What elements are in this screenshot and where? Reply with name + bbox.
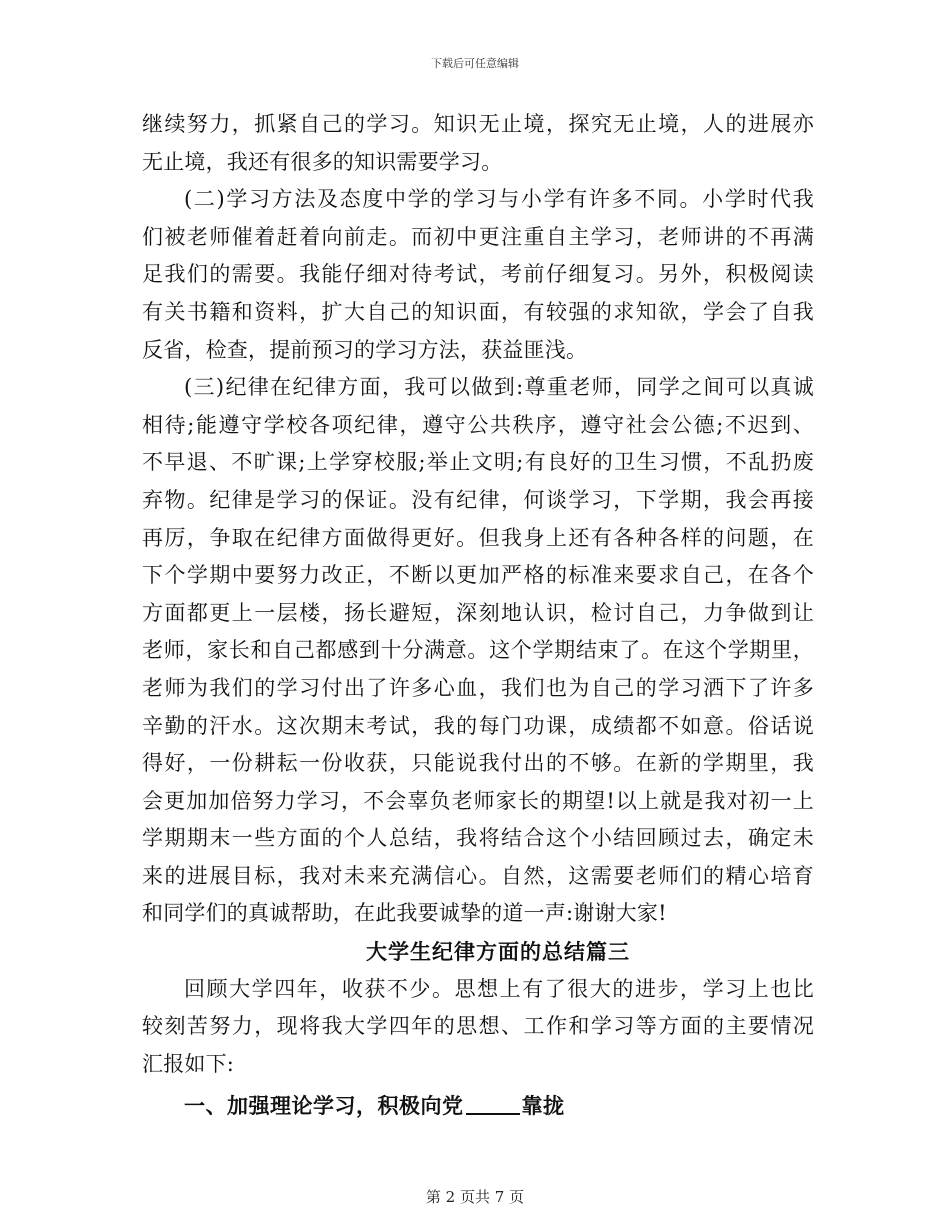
text-line: 不早退、不旷课;上学穿校服;举止文明;有良好的卫生习惯，不乱扔废 bbox=[142, 450, 814, 475]
text-line: 辛勤的汗水。这次期末考试，我的每门功课，成绩都不如意。俗话说 bbox=[142, 713, 814, 738]
text-line: 反省，检查，提前预习的学习方法，获益匪浅。 bbox=[142, 337, 588, 362]
page-footer: 第 2 页共 7 页 bbox=[425, 1188, 525, 1206]
text-line: 较刻苦努力，现将我大学四年的思想、工作和学习等方面的主要情况 bbox=[142, 1014, 814, 1039]
text-line: 老师为我们的学习付出了许多心血，我们也为自己的学习洒下了许多 bbox=[142, 675, 814, 700]
subheading-text: 一、加强理论学习，积极向党 bbox=[184, 1093, 464, 1119]
text-line: 回顾大学四年，收获不少。思想上有了很大的进步，学习上也比 bbox=[184, 976, 814, 1001]
subheading-text-end: 靠拢 bbox=[521, 1093, 565, 1119]
text-line: 足我们的需要。我能仔细对待考试，考前仔细复习。另外，积极阅读 bbox=[142, 262, 814, 287]
text-line: 方面都更上一层楼，扬长避短，深刻地认识，检讨自己，力争做到让 bbox=[142, 600, 814, 625]
text-line: 再厉，争取在纪律方面做得更好。但我身上还有各种各样的问题，在 bbox=[142, 525, 814, 550]
text-line: 下个学期中要努力改正，不断以更加严格的标准来要求自己，在各个 bbox=[142, 563, 814, 588]
section-title: 大学生纪律方面的总结篇三 bbox=[366, 939, 630, 965]
text-line: 无止境，我还有很多的知识需要学习。 bbox=[142, 149, 503, 174]
text-line: 来的进展目标，我对未来充满信心。自然，这需要老师们的精心培育 bbox=[142, 863, 814, 888]
text-line: (三)纪律在纪律方面，我可以做到:尊重老师，同学之间可以真诚 bbox=[184, 375, 814, 400]
text-line: 和同学们的真诚帮助，在此我要诚挚的道一声:谢谢大家! bbox=[142, 901, 667, 926]
text-line: 继续努力，抓紧自己的学习。知识无止境，探究无止境，人的进展亦 bbox=[142, 112, 814, 136]
text-line: 们被老师催着赶着向前走。而初中更注重自主学习，老师讲的不再满 bbox=[142, 224, 814, 249]
document-body bbox=[142, 106, 814, 1125]
text-line: 得好，一份耕耘一份收获，只能说我付出的不够。在新的学期里，我 bbox=[142, 751, 814, 776]
text-line: 会更加加倍努力学习，不会辜负老师家长的期望!以上就是我对初一上 bbox=[142, 788, 814, 813]
text-line: (二)学习方法及态度中学的学习与小学有许多不同。小学时代我 bbox=[184, 187, 814, 212]
text-line: 老师，家长和自己都感到十分满意。这个学期结束了。在这个学期里， bbox=[142, 638, 814, 663]
subheading bbox=[142, 1087, 814, 1125]
text-line: 相待;能遵守学校各项纪律，遵守公共秩序，遵守社会公德;不迟到、 bbox=[142, 412, 814, 437]
text-line: 弃物。纪律是学习的保证。没有纪律，何谈学习，下学期，我会再接 bbox=[142, 487, 814, 512]
text-line: 汇报如下: bbox=[142, 1051, 235, 1076]
text-line: 有关书籍和资料，扩大自己的知识面，有较强的求知欲，学会了自我 bbox=[142, 299, 814, 324]
fill-in-blank bbox=[466, 1087, 520, 1115]
text-line: 学期期末一些方面的个人总结，我将结合这个小结回顾过去，确定未 bbox=[142, 826, 814, 851]
page-header: 下载后可任意编辑 bbox=[431, 57, 519, 70]
